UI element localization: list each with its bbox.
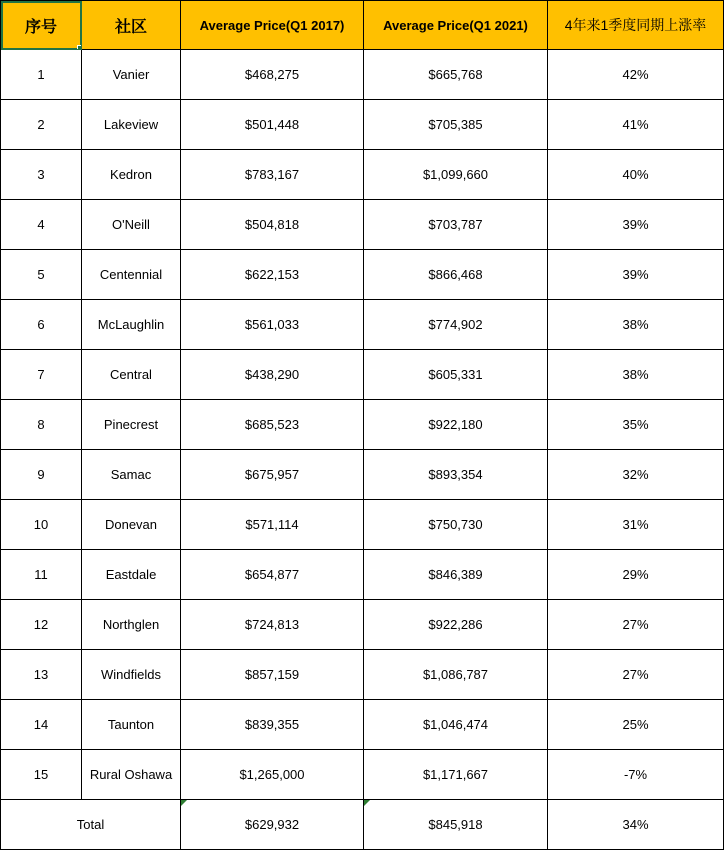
cell-no[interactable]: 4: [1, 200, 82, 250]
cell-price-2021[interactable]: $705,385: [364, 100, 548, 150]
table-row: [1, 400, 724, 450]
cell-price-2021[interactable]: $1,171,667: [364, 750, 548, 800]
total-row: [1, 800, 724, 850]
cell-growth-rate[interactable]: 27%: [548, 650, 724, 700]
cell-community[interactable]: O'Neill: [82, 200, 181, 250]
cell-growth-rate[interactable]: 39%: [548, 200, 724, 250]
cell-growth-rate[interactable]: 38%: [548, 350, 724, 400]
table-row: [1, 150, 724, 200]
cell-community[interactable]: Windfields: [82, 650, 181, 700]
cell-price-2017[interactable]: $501,448: [181, 100, 364, 150]
cell-price-2017[interactable]: $561,033: [181, 300, 364, 350]
total-price-2021-cell[interactable]: $845,918: [364, 800, 548, 850]
cell-no[interactable]: 11: [1, 550, 82, 600]
cell-community[interactable]: Kedron: [82, 150, 181, 200]
header-cell-growth-rate[interactable]: 4年来1季度同期上涨率: [548, 1, 724, 50]
cell-price-2017[interactable]: $724,813: [181, 600, 364, 650]
cell-no[interactable]: 13: [1, 650, 82, 700]
header-row: [1, 1, 724, 50]
cell-growth-rate[interactable]: 42%: [548, 50, 724, 100]
table-row: [1, 450, 724, 500]
cell-growth-rate[interactable]: -7%: [548, 750, 724, 800]
cell-price-2017[interactable]: $468,275: [181, 50, 364, 100]
total-label-cell[interactable]: Total: [1, 800, 181, 850]
cell-community[interactable]: Pinecrest: [82, 400, 181, 450]
cell-no[interactable]: 15: [1, 750, 82, 800]
cell-growth-rate[interactable]: 40%: [548, 150, 724, 200]
header-cell-community[interactable]: 社区: [82, 1, 181, 50]
cell-price-2017[interactable]: $839,355: [181, 700, 364, 750]
cell-price-2017[interactable]: $857,159: [181, 650, 364, 700]
cell-no[interactable]: 9: [1, 450, 82, 500]
cell-community[interactable]: Samac: [82, 450, 181, 500]
cell-growth-rate[interactable]: 29%: [548, 550, 724, 600]
cell-price-2017[interactable]: $675,957: [181, 450, 364, 500]
cell-price-2021[interactable]: $1,099,660: [364, 150, 548, 200]
cell-community[interactable]: Lakeview: [82, 100, 181, 150]
table-row: [1, 100, 724, 150]
cell-price-2021[interactable]: $703,787: [364, 200, 548, 250]
cell-growth-rate[interactable]: 41%: [548, 100, 724, 150]
table-row: [1, 650, 724, 700]
cell-no[interactable]: 6: [1, 300, 82, 350]
cell-community[interactable]: Northglen: [82, 600, 181, 650]
header-cell-price-2017[interactable]: Average Price(Q1 2017): [181, 1, 364, 50]
table-row: [1, 550, 724, 600]
table-row: [1, 250, 724, 300]
total-growth-rate-cell[interactable]: 34%: [548, 800, 724, 850]
cell-community[interactable]: McLaughlin: [82, 300, 181, 350]
cell-growth-rate[interactable]: 31%: [548, 500, 724, 550]
cell-no[interactable]: 5: [1, 250, 82, 300]
table-row: [1, 750, 724, 800]
table-row: [1, 50, 724, 100]
total-price-2017-cell[interactable]: $629,932: [181, 800, 364, 850]
cell-price-2017[interactable]: $622,153: [181, 250, 364, 300]
cell-price-2021[interactable]: $1,046,474: [364, 700, 548, 750]
cell-price-2017[interactable]: $654,877: [181, 550, 364, 600]
cell-community[interactable]: Central: [82, 350, 181, 400]
cell-price-2021[interactable]: $774,902: [364, 300, 548, 350]
cell-price-2017[interactable]: $504,818: [181, 200, 364, 250]
cell-growth-rate[interactable]: 39%: [548, 250, 724, 300]
header-cell-no[interactable]: 序号: [1, 1, 82, 50]
cell-growth-rate[interactable]: 27%: [548, 600, 724, 650]
cell-price-2017[interactable]: $783,167: [181, 150, 364, 200]
cell-community[interactable]: Taunton: [82, 700, 181, 750]
table-row: [1, 300, 724, 350]
table-row: [1, 350, 724, 400]
table-row: [1, 700, 724, 750]
cell-community[interactable]: Centennial: [82, 250, 181, 300]
cell-price-2017[interactable]: $571,114: [181, 500, 364, 550]
cell-price-2017[interactable]: $685,523: [181, 400, 364, 450]
cell-price-2021[interactable]: $866,468: [364, 250, 548, 300]
cell-community[interactable]: Eastdale: [82, 550, 181, 600]
cell-price-2021[interactable]: $750,730: [364, 500, 548, 550]
cell-community[interactable]: Rural Oshawa: [82, 750, 181, 800]
cell-growth-rate[interactable]: 32%: [548, 450, 724, 500]
cell-price-2017[interactable]: $438,290: [181, 350, 364, 400]
header-cell-price-2021[interactable]: Average Price(Q1 2021): [364, 1, 548, 50]
cell-price-2021[interactable]: $922,180: [364, 400, 548, 450]
cell-growth-rate[interactable]: 38%: [548, 300, 724, 350]
cell-no[interactable]: 14: [1, 700, 82, 750]
cell-price-2021[interactable]: $893,354: [364, 450, 548, 500]
cell-growth-rate[interactable]: 25%: [548, 700, 724, 750]
cell-community[interactable]: Vanier: [82, 50, 181, 100]
cell-community[interactable]: Donevan: [82, 500, 181, 550]
cell-growth-rate[interactable]: 35%: [548, 400, 724, 450]
cell-no[interactable]: 8: [1, 400, 82, 450]
cell-price-2021[interactable]: $846,389: [364, 550, 548, 600]
table-row: [1, 600, 724, 650]
table-row: [1, 500, 724, 550]
cell-price-2017[interactable]: $1,265,000: [181, 750, 364, 800]
cell-no[interactable]: 3: [1, 150, 82, 200]
cell-no[interactable]: 7: [1, 350, 82, 400]
table-row: [1, 200, 724, 250]
cell-no[interactable]: 10: [1, 500, 82, 550]
cell-no[interactable]: 2: [1, 100, 82, 150]
cell-no[interactable]: 1: [1, 50, 82, 100]
cell-price-2021[interactable]: $922,286: [364, 600, 548, 650]
cell-price-2021[interactable]: $1,086,787: [364, 650, 548, 700]
cell-price-2021[interactable]: $665,768: [364, 50, 548, 100]
cell-price-2021[interactable]: $605,331: [364, 350, 548, 400]
cell-no[interactable]: 12: [1, 600, 82, 650]
